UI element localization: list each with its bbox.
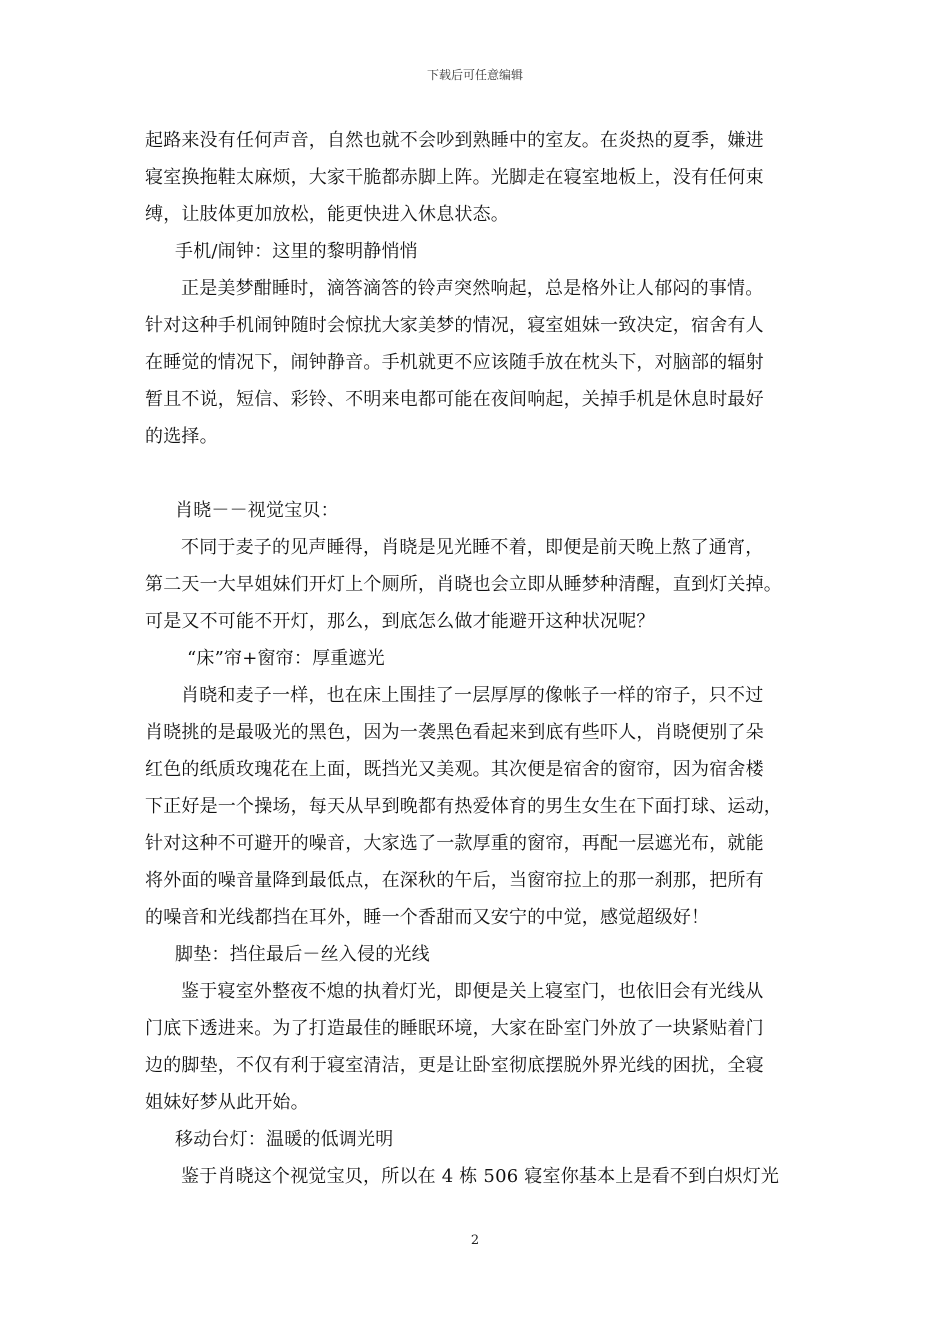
text-line: 第二天一大早姐妹们开灯上个厕所，肖晓也会立即从睡梦种清醒，直到灯关掉。 <box>145 574 782 595</box>
text-line: 不同于麦子的见声睡得，肖晓是见光睡不着，即便是前天晚上熬了通宵， <box>181 537 764 558</box>
paragraph-gap <box>145 455 825 492</box>
text-line: 针对这种不可避开的噪音，大家选了一款厚重的窗帘，再配一层遮光布，就能 <box>145 833 764 854</box>
text-line: 肖晓和麦子一样，也在床上围挂了一层厚厚的像帐子一样的帘子，只不过 <box>181 685 764 706</box>
text-line: 的噪音和光线都挡在耳外，睡一个香甜而又安宁的中觉，感觉超级好！ <box>145 907 710 928</box>
section-heading: 移动台灯：温暖的低调光明 <box>175 1129 394 1150</box>
text-line: 鉴于肖晓这个视觉宝贝，所以在 4 栋 506 寝室你基本上是看不到白炽灯光 <box>181 1166 780 1187</box>
document-body <box>145 122 825 1195</box>
text-line: 将外面的噪音量降到最低点，在深秋的午后，当窗帘拉上的那一刹那，把所有 <box>145 870 764 891</box>
text-line: 红色的纸质玫瑰花在上面，既挡光又美观。其次便是宿舍的窗帘，因为宿舍楼 <box>145 759 764 780</box>
section-heading: 肖晓－－视觉宝贝： <box>175 500 339 521</box>
text-line: 正是美梦酣睡时，滴答滴答的铃声突然响起，总是格外让人郁闷的事情。 <box>181 278 764 299</box>
text-line: 鉴于寝室外整夜不熄的执着灯光，即便是关上寝室门，也依旧会有光线从 <box>181 981 764 1002</box>
text-line: 姐妹好梦从此开始。 <box>145 1092 309 1113</box>
section-heading: “床”帘+窗帘：厚重遮光 <box>187 648 385 669</box>
text-line: 针对这种手机闹钟随时会惊扰大家美梦的情况，寝室姐妹一致决定，宿舍有人 <box>145 315 764 336</box>
section-heading: 手机/闹钟：这里的黎明静悄悄 <box>175 241 418 262</box>
page-number: 2 <box>470 1233 480 1248</box>
text-line: 在睡觉的情况下，闹钟静音。手机就更不应该随手放在枕头下，对脑部的辐射 <box>145 352 764 373</box>
text-line: 缚，让肢体更加放松，能更快进入休息状态。 <box>145 204 509 225</box>
text-line: 可是又不可能不开灯，那么，到底怎么做才能避开这种状况呢？ <box>145 611 655 632</box>
page-header: 下载后可任意编辑 <box>426 68 523 82</box>
text-line: 起路来没有任何声音，自然也就不会吵到熟睡中的室友。在炎热的夏季，嫌进 <box>145 130 764 151</box>
text-line: 门底下透进来。为了打造最佳的睡眠环境，大家在卧室门外放了一块紧贴着门 <box>145 1018 764 1039</box>
text-line: 的选择。 <box>145 426 218 447</box>
section-heading: 脚垫：挡住最后－丝入侵的光线 <box>175 944 430 965</box>
text-line: 暂且不说，短信、彩铃、不明来电都可能在夜间响起，关掉手机是休息时最好 <box>145 389 764 410</box>
text-line: 寝室换拖鞋太麻烦，大家干脆都赤脚上阵。光脚走在寝室地板上，没有任何束 <box>145 167 764 188</box>
text-line: 肖晓挑的是最吸光的黑色，因为一袭黑色看起来到底有些吓人，肖晓便别了朵 <box>145 722 764 743</box>
text-line: 边的脚垫，不仅有利于寝室清洁，更是让卧室彻底摆脱外界光线的困扰，全寝 <box>145 1055 764 1076</box>
text-line: 下正好是一个操场，每天从早到晚都有热爱体育的男生女生在下面打球、运动， <box>145 796 782 817</box>
